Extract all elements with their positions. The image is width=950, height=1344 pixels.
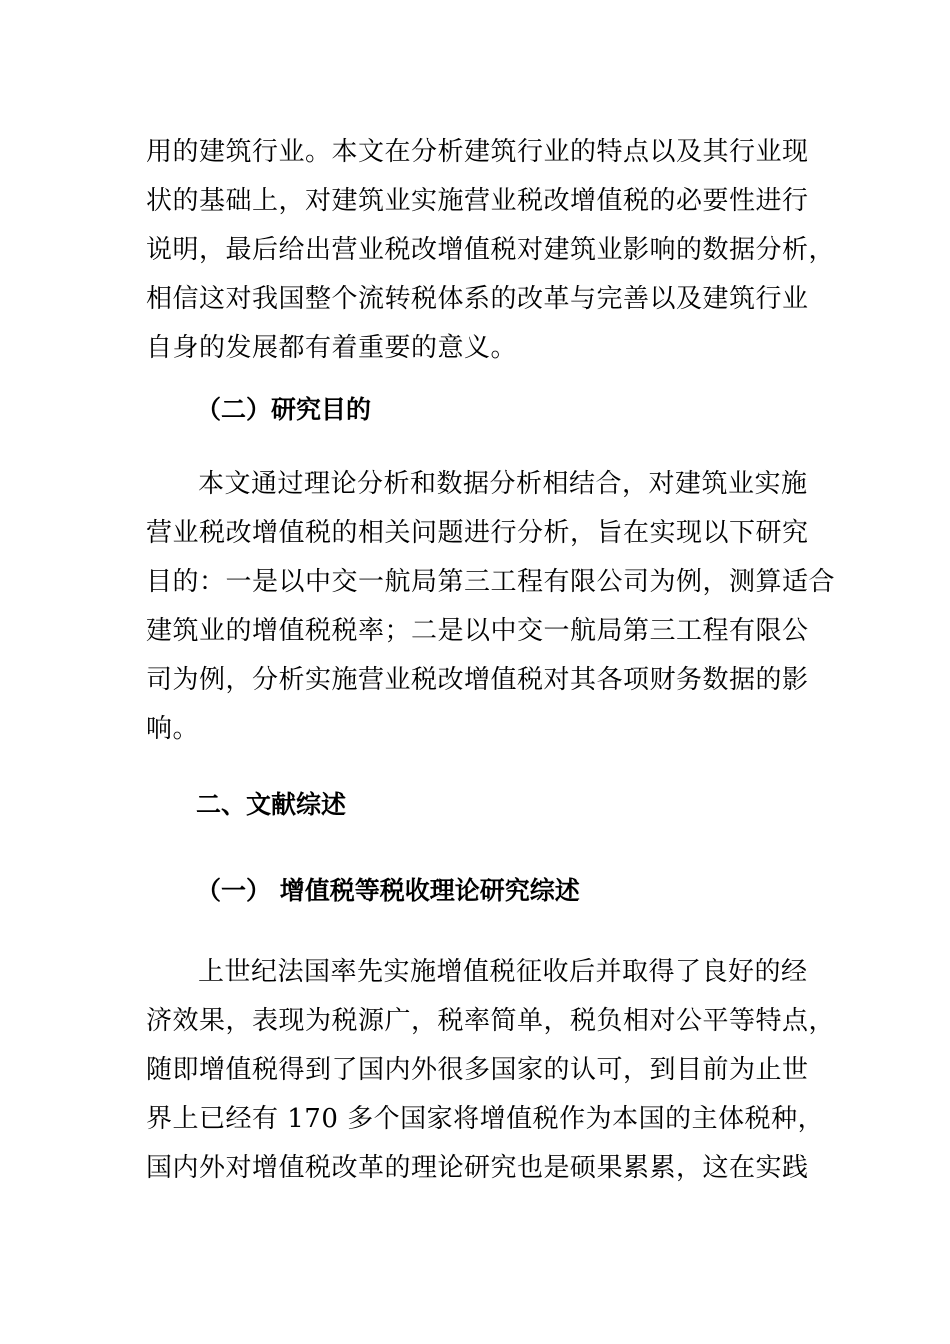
paragraph-line: 目的：一是以中交一航局第三工程有限公司为例，测算适合 xyxy=(146,567,836,597)
paragraph-line: 上世纪法国率先实施增值税征收后并取得了良好的经 xyxy=(198,957,808,987)
paragraph-line: 说明，最后给出营业税改增值税对建筑业影响的数据分析， xyxy=(146,235,836,265)
paragraph-line: 建筑业的增值税税率；二是以中交一航局第三工程有限公 xyxy=(146,616,809,646)
paragraph-line: 相信这对我国整个流转税体系的改革与完善以及建筑行业 xyxy=(146,284,809,314)
paragraph-line: 随即增值税得到了国内外很多国家的认可，到目前为止世 xyxy=(146,1055,809,1085)
section-heading-literature-review: 二、文献综述 xyxy=(196,790,347,819)
paragraph-line: 用的建筑行业。本文在分析建筑行业的特点以及其行业现 xyxy=(146,137,809,167)
paragraph-line: 自身的发展都有着重要的意义。 xyxy=(146,333,518,363)
section-heading-research-purpose: （二）研究目的 xyxy=(196,395,372,424)
paragraph-line: 营业税改增值税的相关问题进行分析，旨在实现以下研究 xyxy=(146,518,809,548)
paragraph-line: 响。 xyxy=(146,714,200,744)
paragraph-line: 本文通过理论分析和数据分析相结合，对建筑业实施 xyxy=(198,469,808,499)
paragraph-line: 界上已经有 170 多个国家将增值税作为本国的主体税种， xyxy=(146,1104,825,1134)
paragraph-line: 司为例，分析实施营业税改增值税对其各项财务数据的影 xyxy=(146,665,809,695)
paragraph-line: 状的基础上，对建筑业实施营业税改增值税的必要性进行 xyxy=(146,186,809,216)
paragraph-line: 国内外对增值税改革的理论研究也是硕果累累，这在实践 xyxy=(146,1153,809,1183)
paragraph-line: 济效果，表现为税源广，税率简单，税负相对公平等特点， xyxy=(146,1006,836,1036)
subsection-heading-vat-theory: （一） 增值税等税收理论研究综述 xyxy=(196,876,580,905)
